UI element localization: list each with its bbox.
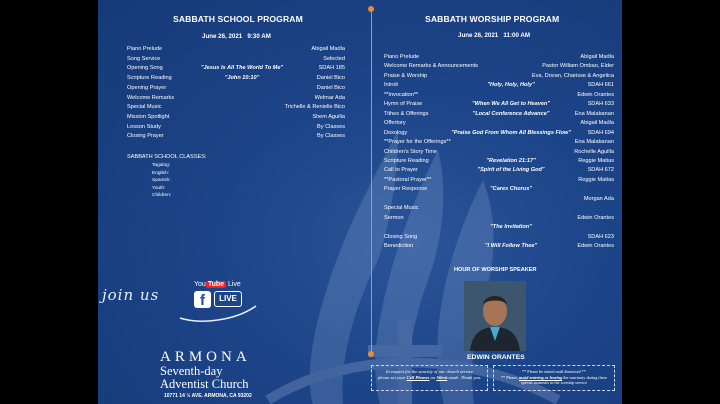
note1-b: please set your bbox=[377, 375, 406, 380]
youtube-tube: Tube bbox=[207, 281, 225, 288]
program-item-label: Scripture Reading bbox=[384, 157, 429, 164]
program-item-leader: Reggie Matias bbox=[578, 157, 614, 164]
worship-date-text: June 26, 2021 bbox=[458, 32, 499, 39]
program-item-leader: Reggie Matias bbox=[578, 176, 614, 183]
program-row bbox=[384, 176, 614, 186]
program-item-label: Benediction bbox=[384, 243, 414, 249]
program-item-leader: Ena Malabanan bbox=[574, 110, 614, 117]
speaker-title: HOUR OF WORSHIP SPEAKER bbox=[454, 267, 537, 273]
program-item-label: Introit bbox=[384, 82, 398, 89]
program-item-leader: By Classes bbox=[317, 123, 345, 130]
program-item-leader: Edwin Orantes bbox=[577, 214, 614, 221]
program-item-label: **Pastoral Prayer** bbox=[384, 176, 432, 183]
program-item-title: "John 10:10" bbox=[224, 75, 260, 82]
program-row bbox=[384, 233, 614, 243]
divider-bottom-dot bbox=[368, 351, 374, 357]
program-item-label: Doxology bbox=[384, 129, 408, 136]
sabbath-school-title: SABBATH SCHOOL PROGRAM bbox=[173, 14, 303, 24]
program-item-label: Tithes & Offerings bbox=[384, 110, 429, 117]
note2-avoid: avoid entering or leaving bbox=[518, 374, 563, 380]
program-row bbox=[384, 72, 614, 82]
speaker-photo bbox=[464, 281, 526, 351]
bulletin bbox=[98, 0, 622, 404]
program-row bbox=[127, 94, 345, 104]
program-item-title: "Cares Chorus" bbox=[490, 186, 532, 193]
program-item-label: Closing Prayer bbox=[127, 133, 164, 140]
note2-b: ** Please, bbox=[500, 374, 518, 380]
swoosh-decoration bbox=[178, 300, 258, 322]
program-item-label: Mission Spotlight bbox=[127, 113, 170, 120]
program-item-leader: Shem Aguilla bbox=[312, 113, 345, 120]
note2-line1: ** Please be seated until dismissed ** bbox=[522, 369, 586, 374]
program-item-label: Children's Story Time bbox=[384, 148, 437, 155]
classes-title: SABBATH SCHOOL CLASSES: bbox=[127, 154, 207, 160]
program-item-leader: Morgan Ada bbox=[583, 195, 614, 202]
note1-on: on bbox=[430, 375, 436, 380]
program-item-title: "Jesus Is All The World To Me" bbox=[200, 65, 284, 72]
program-item-leader: Ena Malabanan bbox=[574, 139, 614, 146]
note1-cellphones: Cell Phones bbox=[406, 375, 430, 380]
program-row bbox=[384, 91, 614, 101]
program-item-leader: Abigail Madla bbox=[311, 46, 345, 52]
program-item-label: **Invocation** bbox=[384, 91, 419, 98]
church-name bbox=[160, 350, 251, 390]
program-row bbox=[384, 110, 614, 120]
worship-program-date bbox=[458, 32, 530, 39]
program-item-label: Sermon bbox=[384, 214, 404, 221]
program-row bbox=[127, 55, 345, 65]
program-item-label: Welcome Remarks & Announcements bbox=[384, 63, 479, 70]
program-row bbox=[384, 119, 614, 129]
program-item-label: Scripture Reading bbox=[127, 75, 172, 82]
program-item-label: Prayer Response bbox=[384, 186, 428, 193]
program-row bbox=[384, 148, 614, 158]
sabbath-school-date bbox=[202, 33, 271, 40]
program-row bbox=[384, 166, 614, 176]
worship-time: 11:00 AM bbox=[503, 32, 531, 39]
program-item-leader: Daniel Bico bbox=[316, 75, 345, 82]
program-row bbox=[384, 129, 614, 139]
program-item-leader: SDAH 694 bbox=[587, 129, 614, 136]
program-item-title: "Holy, Holy, Holy" bbox=[487, 82, 535, 89]
class-item: Spanish: bbox=[152, 178, 171, 184]
program-item-leader: SDAH 185 bbox=[318, 65, 345, 72]
program-row bbox=[127, 103, 345, 113]
speaker-portrait-icon bbox=[464, 281, 526, 351]
program-item-title: "Local Conference Advance" bbox=[472, 110, 550, 117]
program-row bbox=[384, 138, 614, 148]
program-row bbox=[127, 123, 345, 133]
live-badge: LIVE bbox=[214, 291, 242, 307]
church-name-line3: Adventist Church bbox=[160, 376, 249, 391]
program-row bbox=[384, 214, 614, 224]
program-item-label: Welcome Remarks bbox=[127, 94, 175, 101]
program-item-label: Song Service bbox=[127, 55, 161, 62]
program-item-title: "I Will Follow Thee" bbox=[484, 243, 538, 249]
program-row bbox=[384, 100, 614, 110]
program-item-leader: Abigail Madla bbox=[580, 54, 614, 60]
program-item-title: "Spirit of the Living God" bbox=[477, 167, 545, 174]
program-item-label: Special Music bbox=[384, 205, 419, 212]
note1-silent: Silent bbox=[436, 375, 448, 380]
youtube-live-logo bbox=[194, 281, 241, 288]
program-row bbox=[127, 45, 345, 55]
note1-line1: In respect for the sanctity of our church service bbox=[386, 369, 473, 374]
church-address: 10771 14 ½ AVE. ARMONA, CA 93202 bbox=[164, 393, 252, 399]
youtube-live-text: Live bbox=[227, 281, 241, 288]
class-item: Youth: bbox=[152, 185, 166, 191]
program-item-leader: By Classes bbox=[317, 133, 345, 140]
program-item-label: **Prayer for the Offerings** bbox=[384, 139, 451, 146]
program-row bbox=[127, 113, 345, 123]
program-item-label: Piano Prelude bbox=[127, 46, 163, 52]
program-row bbox=[127, 84, 345, 94]
program-item-leader: Edwin Orantes bbox=[577, 91, 614, 98]
program-item-label: Closing Song bbox=[384, 233, 418, 240]
program-row bbox=[384, 81, 614, 91]
sabbath-school-date-text: June 26, 2021 bbox=[202, 33, 243, 40]
divider-top-dot bbox=[368, 6, 374, 12]
program-item-title: "Revelation 21:17" bbox=[486, 157, 536, 164]
program-item-title: "When We All Get to Heaven" bbox=[471, 101, 551, 108]
program-row bbox=[384, 185, 614, 195]
sabbath-school-time: 9:30 AM bbox=[247, 33, 271, 40]
center-divider-line bbox=[371, 8, 372, 354]
cell-phone-notice bbox=[371, 365, 488, 391]
class-item: English: bbox=[152, 170, 170, 176]
facebook-icon: f bbox=[194, 291, 211, 308]
program-item-label: Special Music bbox=[127, 104, 162, 111]
program-row bbox=[384, 62, 614, 72]
program-item-leader: Edwin Orantes bbox=[577, 243, 614, 249]
program-row bbox=[384, 195, 614, 205]
program-item-label: Hymn of Praise bbox=[384, 101, 423, 108]
worship-program-title: SABBATH WORSHIP PROGRAM bbox=[425, 14, 560, 24]
program-item-label: Opening Song bbox=[127, 65, 163, 72]
program-item-leader: SDAH 623 bbox=[587, 233, 614, 240]
class-item: Tagalog: bbox=[152, 163, 171, 168]
program-item-label: Opening Prayer bbox=[127, 84, 167, 91]
program-row bbox=[384, 242, 614, 252]
program-item-leader: SDAH 672 bbox=[587, 167, 614, 174]
program-item-leader: Eva, Dovan, Charisse & Angelica bbox=[531, 72, 614, 79]
church-name-line1: ARMONA bbox=[160, 349, 251, 365]
program-row bbox=[127, 74, 345, 84]
program-item-label: Offertory bbox=[384, 120, 406, 127]
program-item-leader: Selected bbox=[323, 55, 345, 62]
program-row bbox=[384, 204, 614, 214]
program-row bbox=[384, 53, 614, 63]
program-item-leader: Trichelle & Renielle Bico bbox=[284, 104, 345, 111]
seating-notice bbox=[493, 365, 615, 391]
note1-end: mode. Thank you. bbox=[448, 375, 482, 380]
program-row bbox=[127, 64, 345, 74]
program-item-title: "The Invitation" bbox=[490, 224, 532, 231]
program-item-leader: Daniel Bico bbox=[316, 84, 345, 91]
program-item-leader: SDAH 661 bbox=[587, 82, 614, 89]
join-us-text: join us bbox=[102, 286, 160, 304]
church-name-line2: Seventh-day bbox=[160, 364, 223, 378]
program-item-leader: Rochelle Aguilla bbox=[574, 148, 614, 155]
program-item-leader: Abigail Madla bbox=[580, 120, 614, 127]
youtube-you: You bbox=[194, 281, 206, 288]
program-item-title: "Praise God From Whom All Blessings Flow" bbox=[451, 129, 571, 136]
speaker-name: EDWIN ORANTES bbox=[467, 354, 525, 361]
program-item-label: Lesson Study bbox=[127, 123, 161, 130]
program-row bbox=[384, 157, 614, 167]
program-row bbox=[384, 223, 614, 233]
program-item-label: Call to Prayer bbox=[384, 167, 418, 174]
note2-end: the sanctuary during these special moments in the worship service bbox=[521, 374, 608, 385]
program-row bbox=[127, 132, 345, 142]
program-item-leader: SDAH 633 bbox=[587, 101, 614, 108]
program-item-label: Praise & Worship bbox=[384, 72, 428, 79]
program-item-leader: Pastor William Ombao, Elder bbox=[542, 63, 614, 70]
class-item: Children: bbox=[152, 193, 172, 199]
program-item-leader: Welmar Ada bbox=[314, 94, 345, 101]
program-item-label: Piano Prelude bbox=[384, 54, 420, 60]
